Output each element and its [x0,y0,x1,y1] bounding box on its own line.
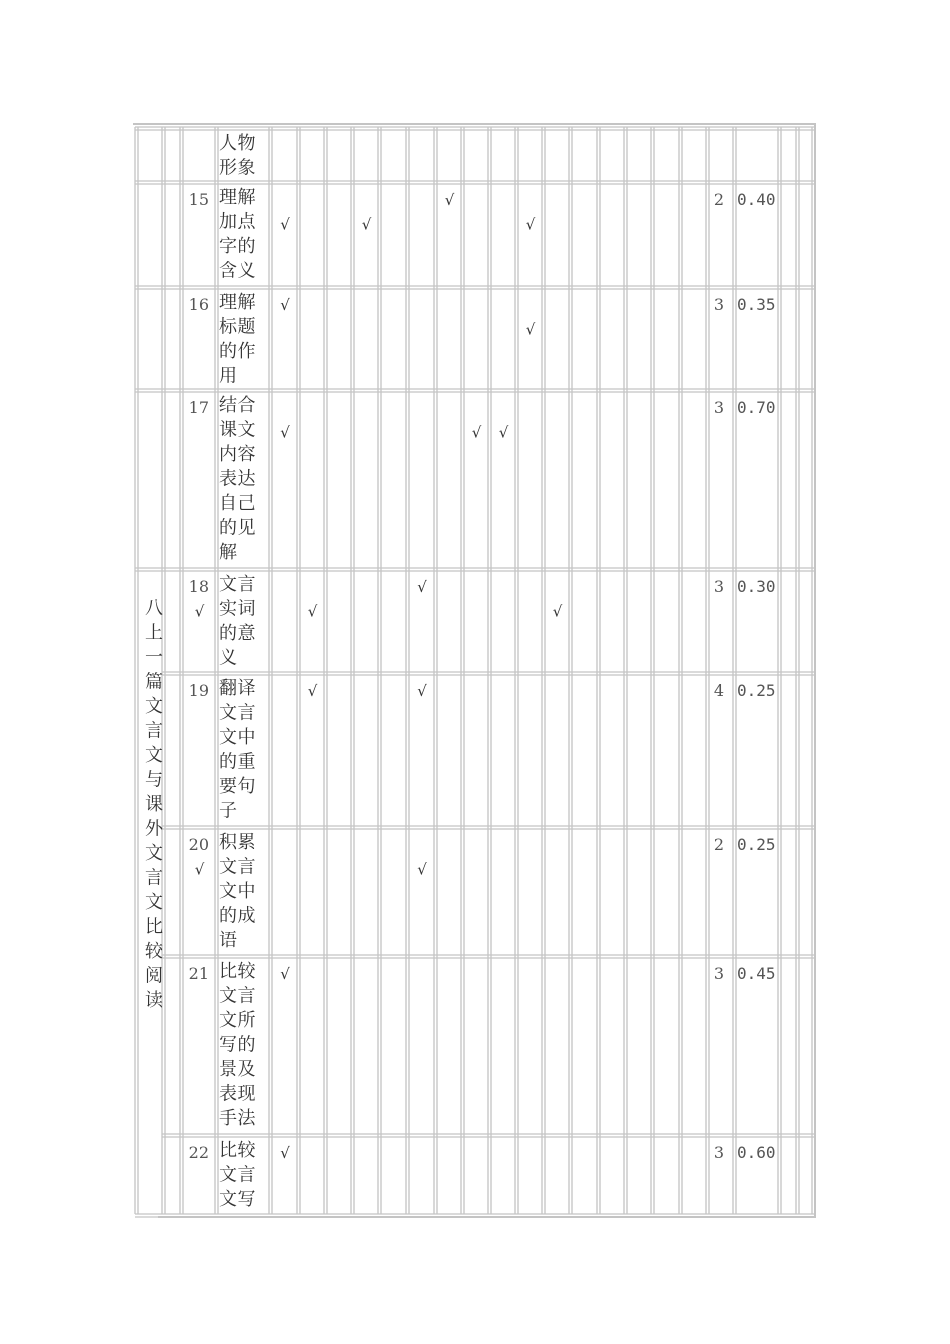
check-mark: √ [194,860,205,879]
topic-text-line: 课文 [219,419,256,441]
table-row [189,832,776,951]
topic-text-line: 表现 [219,1083,256,1105]
section-label-char: 阅 [145,965,163,987]
topic-text-line: 写的 [219,1034,256,1056]
section-label-char: 言 [145,720,163,742]
topic-text-line: 解 [219,542,238,563]
section-label-char: 上 [145,622,163,644]
check-mark: √ [498,423,509,442]
topic-text-line: 手法 [219,1108,256,1129]
section-label-char: 八 [145,598,163,619]
topic-text-line: 结合 [219,395,256,416]
topic-text-line: 文言 [219,574,256,595]
topic-text-line: 加点 [219,211,256,233]
topic-text-line: 形象 [219,157,256,179]
score-value: 3 [713,577,724,596]
score-value: 3 [713,295,724,314]
check-mark: √ [361,215,372,234]
check-mark: √ [552,602,563,621]
difficulty-value: 0.60 [737,1143,776,1162]
topic-text-line: 的意 [219,623,256,644]
topic-text-line: 比较 [219,1140,256,1161]
check-mark: √ [417,578,427,596]
section-label-char: 言 [145,867,163,889]
score-value: 3 [713,1143,724,1162]
topic-text-line: 翻译 [219,678,256,699]
table-row [189,961,776,1129]
topic-text-line: 文言 [219,702,256,724]
topic-text-line: 的重 [219,751,256,773]
topic-text-line: 自己 [219,493,256,514]
topic-text-line: 的成 [219,905,256,927]
question-number: 16 [188,295,209,314]
topic-text-line: 人物 [219,133,256,154]
check-mark: √ [280,965,290,983]
score-value: 4 [713,681,724,700]
topic-text-line: 要句 [219,776,256,797]
difficulty-value: 0.40 [737,190,776,209]
check-mark: √ [444,191,455,209]
question-number: 17 [188,398,209,417]
section-label-char: 与 [145,769,163,791]
check-mark: √ [525,320,536,339]
section-label-char: 文 [145,745,163,766]
check-mark: √ [280,423,290,442]
section-label-char: 一 [145,647,163,668]
check-mark: √ [194,602,205,621]
table-row [189,292,776,387]
topic-text-line: 文言 [219,1164,256,1186]
section-label-char: 文 [145,843,163,864]
section-label-char: 比 [145,916,163,938]
score-value: 3 [713,964,724,983]
topic-text-line: 比较 [219,961,256,982]
check-mark: √ [280,296,290,314]
check-mark: √ [525,215,536,234]
topic-text-line: 语 [219,930,238,951]
difficulty-value: 0.45 [737,964,776,983]
difficulty-value: 0.30 [737,577,776,596]
topic-text-line: 含义 [219,260,256,282]
topic-text-line: 文所 [219,1010,256,1031]
check-mark: √ [417,860,427,879]
difficulty-value: 0.35 [737,295,776,314]
question-number: 21 [188,964,209,983]
score-value: 2 [713,190,724,209]
topic-text-line: 字的 [219,236,256,257]
topic-text-line: 子 [219,800,238,822]
topic-text-line: 内容 [219,444,256,465]
table-row [219,133,256,179]
check-mark: √ [307,682,318,700]
section-label-char: 文 [145,892,163,913]
topic-text-line: 文言 [219,856,256,878]
topic-text-line: 文中 [219,881,256,902]
topic-text-line: 的作 [219,341,256,362]
score-value: 2 [713,835,724,854]
topic-text-line: 文写 [219,1189,256,1210]
topic-text-line: 标题 [219,316,256,338]
table-row [189,574,776,669]
check-mark: √ [471,423,482,442]
check-mark: √ [417,682,427,700]
topic-text-line: 文中 [219,727,256,748]
score-value: 3 [713,398,724,417]
topic-text-line: 实词 [219,598,256,620]
topic-text-line: 积累 [219,832,256,853]
question-number: 19 [188,681,209,700]
section-label-char: 读 [145,990,163,1011]
topic-text-line: 用 [219,365,238,387]
question-number: 18 [188,577,209,596]
check-mark: √ [307,602,318,621]
check-mark: √ [280,1144,290,1162]
table-row [189,395,776,563]
topic-text-line: 景及 [219,1059,256,1080]
difficulty-value: 0.25 [737,835,776,854]
question-number: 20 [188,835,209,854]
topic-text-line: 理解 [219,292,256,313]
question-number: 22 [188,1143,209,1162]
topic-text-line: 义 [219,647,238,669]
section-label [0,0,164,1011]
topic-text-line: 理解 [219,187,256,208]
question-number: 15 [188,190,209,209]
section-label-text: 八上一篇文言文与课外文言文比较阅读 [0,0,17,1]
table-row [189,1140,776,1210]
table-row [189,678,776,822]
topic-text-line: 的见 [219,517,256,539]
difficulty-value: 0.70 [737,398,776,417]
section-label-char: 外 [145,818,163,840]
check-mark: √ [280,215,290,234]
section-label-char: 文 [145,696,163,717]
topic-text-line: 文言 [219,985,256,1007]
section-label-char: 较 [145,941,163,962]
section-label-char: 课 [145,794,163,815]
table-row [189,187,776,282]
topic-text-line: 表达 [219,468,256,490]
difficulty-value: 0.25 [737,681,776,700]
section-label-char: 篇 [145,671,163,693]
